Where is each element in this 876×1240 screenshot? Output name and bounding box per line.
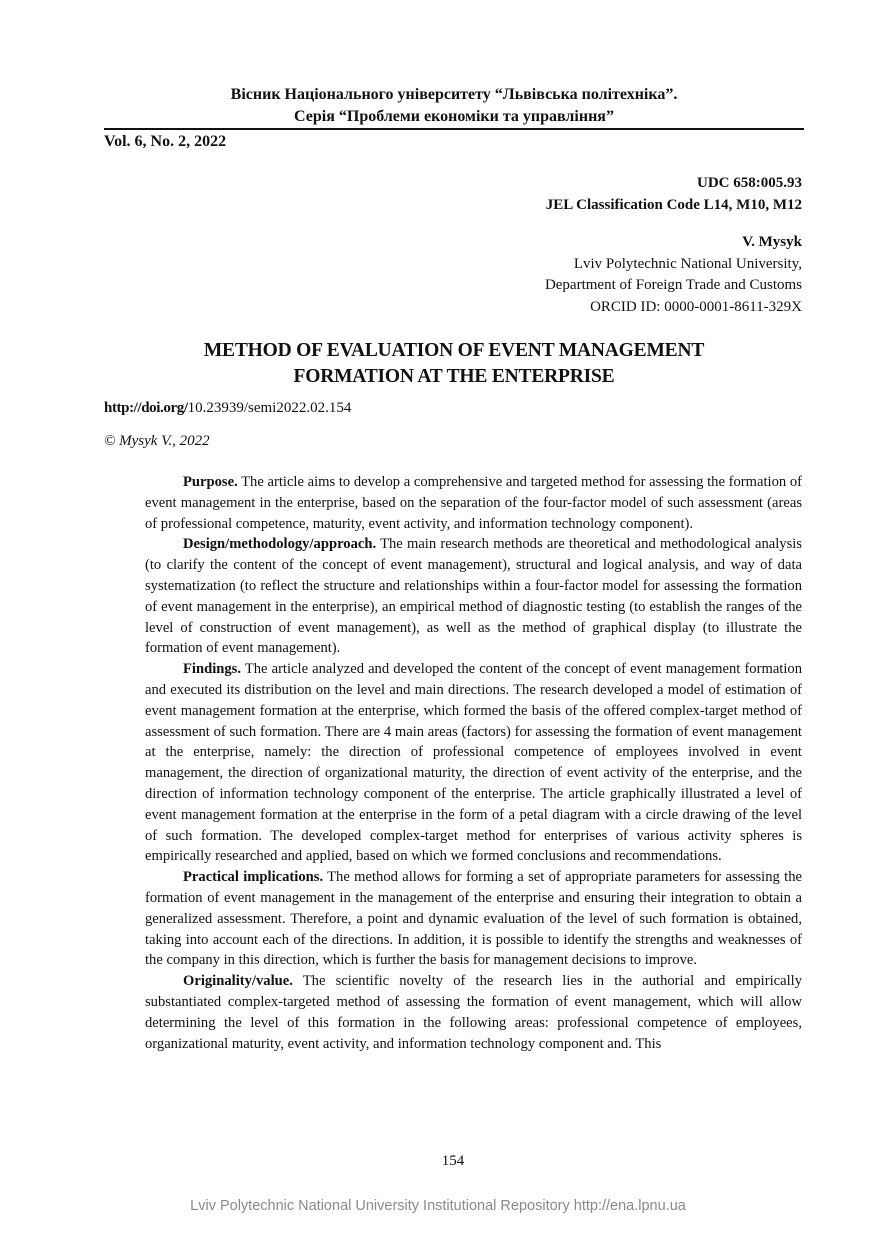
- article-title-line-2: FORMATION AT THE ENTERPRISE: [293, 366, 615, 387]
- doi-suffix: 10.23939/semi2022.02.154: [187, 400, 352, 416]
- section-text: The main research methods are theoretical and methodological analysis (to clarify the content of the concept of event management), structural and logical analysis, and way of data systematization (to reflect the structure and relationships within a four-factor model for assessing the formation of event management in the enterprise), an empirical method of diagnostic testing (to establish the ranges of the level of construction of event management), as well as the method of graphical display (to illustrate the formation of event management).: [145, 536, 802, 657]
- header-divider: [104, 128, 804, 130]
- section-label: Originality/value.: [183, 973, 293, 990]
- journal-name: Вісник Національного університету “Львівська політехніка”.: [230, 86, 678, 103]
- section-label: Findings.: [183, 661, 241, 678]
- section-text: The article analyzed and developed the content of the concept of event management formation and executed its distribution on the level and main directions. The research developed a model of estimation of event management formation at the enterprise, which formed the basis of the offered complex-target method of assessment of such formation. There are 4 main areas (factors) for assessing the formation of event management at the enterprise, namely: the direction of professional competence of employees involved in event management, the direction of organizational maturity, the direction of event activity of the enterprise, and the direction of information technology component of the enterprise. The article graphically illustrated a level of event management formation at the enterprise in the form of a petal diagram with a circle drawing of the level of such formation. The developed complex-target method for enterprises of various activity spheres is empirically researched and applied, based on which we formed conclusions and recommendations.: [145, 661, 802, 865]
- section-text: The method allows for forming a set of appropriate parameters for assessing the formation of event management in the management of the enterprise and ensuring their integration to obtain a generalized assessment. Therefore, a point and dynamic evaluation of the level of such formation is obtained, taking into account each of the directions. In addition, it is possible to identify the strengths and weaknesses of the company in this direction, which is further the basis for management decisions to improve.: [145, 869, 802, 969]
- author-department: Department of Foreign Trade and Customs: [544, 277, 802, 293]
- author-orcid: ORCID ID: 0000-0001-8611-329X: [590, 298, 802, 315]
- repository-footer: Lviv Polytechnic National University Institutional Repository http://ena.lpnu.ua: [190, 1198, 686, 1214]
- udc-code: UDC 658:005.93: [697, 175, 802, 191]
- jel-code: JEL Classification Code L14, M10, M12: [545, 197, 802, 213]
- section-text: The article aims to develop a comprehensive and targeted method for assessing the formation of event management in the enterprise, based on the separation of the four-factor model of such assessment (areas of professional competence, maturity, event activity, and information technology component).: [145, 474, 802, 532]
- abstract-purpose: [145, 472, 802, 534]
- journal-header: [104, 84, 804, 128]
- journal-series: Серія “Проблеми економіки та управління”: [294, 108, 614, 125]
- author-block: [545, 232, 802, 318]
- author-affiliation: Lviv Polytechnic National University,: [573, 255, 802, 272]
- article-title-line-1: METHOD OF EVALUATION OF EVENT MANAGEMENT: [203, 340, 705, 361]
- abstract-practical-implications: [145, 867, 802, 971]
- copyright-notice: © Mysyk V., 2022: [104, 433, 210, 449]
- section-text: The scientific novelty of the research lies in the authorial and empirically substantiated complex-targeted method of assessing the formation of event management, which will allow determining the level of this formation in the following areas: professional competence of employees, organizational maturity, event activity, and information technology component and. This: [145, 973, 802, 1052]
- section-label: Design/methodology/approach.: [183, 536, 377, 553]
- abstract: [145, 472, 802, 1054]
- abstract-design: [145, 534, 802, 659]
- classification-block: [546, 172, 802, 216]
- section-label: Practical implications.: [183, 869, 324, 886]
- doi-prefix: http://doi.org/: [104, 400, 188, 416]
- abstract-findings: [145, 659, 802, 867]
- author-name: V. Mysyk: [742, 234, 802, 250]
- volume-issue: Vol. 6, No. 2, 2022: [104, 133, 227, 150]
- page-number: 154: [441, 1153, 465, 1169]
- doi-link[interactable]: [104, 398, 351, 418]
- section-label: Purpose.: [183, 474, 238, 490]
- article-title: [104, 338, 804, 390]
- abstract-originality: [145, 971, 802, 1054]
